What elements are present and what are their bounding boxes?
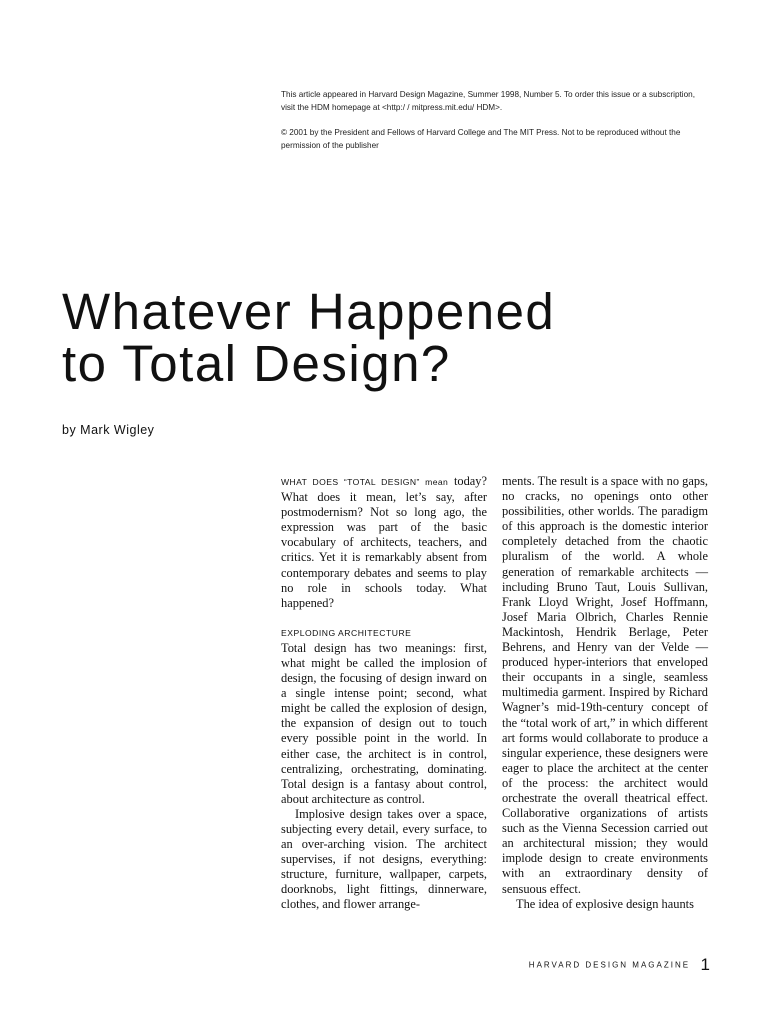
body-column-1 (281, 474, 487, 913)
magazine-name: HARVARD DESIGN MAGAZINE (528, 960, 691, 970)
article-title (62, 283, 556, 392)
intro-text: today? What does it mean, let’s say, after postmodernism? Not so long ago, the expression was part of the basic vocabulary of architects, teachers, and critics. Yet it is remarkably absent from contemporary debates and seems to play no role in schools today. What happened? (281, 474, 487, 610)
page-footer (529, 955, 710, 975)
paragraph-implosive-part1: Implosive design takes over a space, subjecting every detail, every surface, to an over-arching vision. The architect supervises, if not designs, everything: structure, furniture, wallpaper, carpets, doorknobs, light fittings, dinnerware, clothes, and flower arrange- (281, 806, 487, 912)
copyright-note: © 2001 by the President and Fellows of Harvard College and The MIT Press. Not to be reproduced without the permission of the publisher (281, 128, 681, 150)
paragraph-explosive: The idea of explosive design haunts (516, 896, 694, 911)
title-line-2: to Total Design? (62, 335, 451, 392)
section-subhead: EXPLODING ARCHITECTURE (281, 627, 412, 638)
paragraph-intro (281, 474, 487, 611)
byline: by Mark Wigley (62, 423, 155, 437)
publication-notice (281, 88, 701, 164)
title-line-1: Whatever Happened (62, 283, 556, 340)
paragraph-total-design: Total design has two meanings: first, what might be called the implosion of design, the focusing of design inward on a single intense point; second, what might be called the explosion of design, the expansion of design out to touch every possible point in the world. In either case, the architect is in control, centralizing, orchestrating, dominating. Total design is a fantasy about control, about architecture as control. (281, 640, 487, 806)
appearance-note: This article appeared in Harvard Design Magazine, Summer 1998, Number 5. To order this issue or a subscription, visit the HDM homepage at <http:/ / mitpress.mit.edu/ HDM>. (281, 90, 695, 112)
lead-in-caps: WHAT DOES “TOTAL DESIGN” mean (281, 477, 449, 487)
page-number: 1 (700, 955, 710, 974)
body-column-2 (502, 474, 708, 912)
paragraph-implosive-part2: ments. The result is a space with no gaps, no cracks, no openings onto other possibilities, other worlds. The paradigm of this approach is the domestic interior completely detached from the chaotic pluralism of the world. A whole generation of remarkable architects — including Bruno Taut, Louis Sullivan, Frank Lloyd Wright, Josef Hoffmann, Josef Maria Olbrich, Charles Rennie Mackintosh, Hendrik Berlage, Peter Behrens, and Henry van der Velde — produced hyper-interiors that enveloped their occupants in a single, seamless multimedia garment. Inspired by Richard Wagner’s mid-19th-century concept of the “total work of art,” in which different art forms would collaborate to produce a singular experience, these designers were eager to place the architect at the center of the process: the architect would orchestrate the overall theatrical effect. Collaborative organizations of artists such as the Vienna Secession carried out an architectural mission; they would implode design to create environments with an extraordinary density of sensuous effect. (502, 474, 708, 896)
